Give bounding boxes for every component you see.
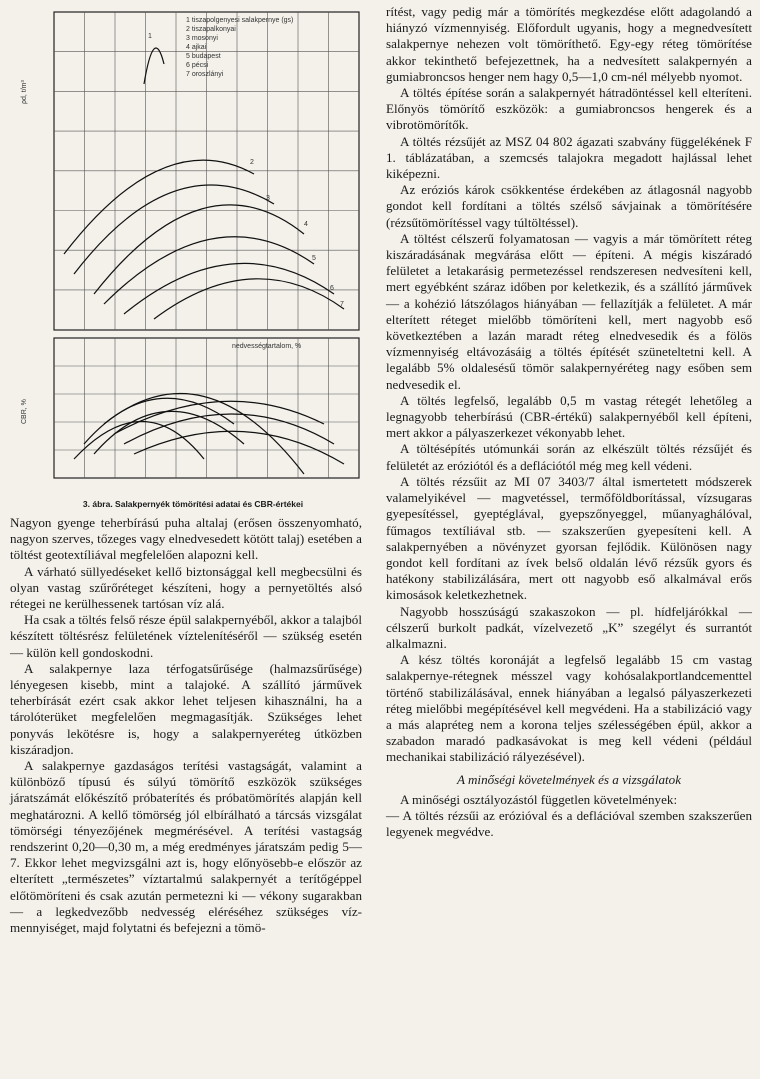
requirement-item: — A töltés rézsűi az erózióval és a deflációval szemben szakszerűen legyenek megvédve. [386, 807, 752, 840]
paragraph: A várható süllyedéseket kellő biztonsággal kell megbecsülni és olyan vastag szűrőréteget készíteni, hogy a pernyetöltés alsó rétegei ne kerülhessenek tartósan víz alá. [10, 563, 362, 612]
upper-curve-6 [124, 263, 334, 314]
curve-number-4: 4 [304, 221, 308, 228]
curve-number-3: 3 [266, 195, 270, 202]
curve-number-1: 1 [148, 33, 152, 40]
right-column [386, 4, 752, 840]
paragraph: rítést, vagy pedig már a tömörítés megkezdése előtt adagolandó a hiányzó vízmennyiség. Előfordult ugyanis, hogy a megnedvesített salakpernye nehezen volt tömöríthető. Egy-egy réteg tömörítése akkor tekinthető befejezettnek, ha a nedvesített salakpernyén a gumiabroncsos henger nem hagy 0,5—1,0 cm-nél mélyebb nyomot. [386, 4, 752, 84]
paragraph: A salakpernye laza térfogatsűrűsége (halmazsűrűsége) lényegesen kisebb, mint a talajoké. A szállító járművek teherbírását ezért csak akkor lehet teljesen kihasználni, ha a tárolóterüket megfelelően megmagasítják. Szükséges lehet ponyvás lekötésre is, hogy a salakpernyeréteg útközben kiszáradjon. [10, 660, 362, 757]
legend-item-1: 1 tiszapolgenyesi salakpernye (gs) [186, 17, 294, 24]
legend-item-3: 3 mosonyi [186, 35, 218, 42]
upper-curve-7 [154, 279, 344, 319]
legend-item-6: 6 pécsi [186, 62, 209, 69]
curve-number-2: 2 [250, 159, 254, 166]
curve-number-7: 7 [340, 301, 344, 308]
legend-item-5: 5 budapest [186, 53, 221, 60]
lower-curve-7 [134, 431, 344, 464]
paragraph: A töltésépítés utómunkái során az elkészült töltés rézsűjét és felületét az eróziótól és a deflációtól még meg kell védeni. [386, 441, 752, 473]
paragraph: A minőségi osztályozástól független követelmények: [400, 791, 678, 807]
upper-curve-2 [64, 160, 254, 254]
legend-item-4: 4 ajkai [186, 44, 207, 51]
curve-number-6: 6 [330, 285, 334, 292]
upper-ylabel: ρd, t/m³ [21, 80, 28, 104]
paragraph: A töltést célszerű folyamatosan — vagyis a már tömörített réteg kiszáradásának megvárása előtt — építeni. A mégis kiszáradó felületet a letakarásig permetezéssel rendszeresen nedvesíteni kell, mert egyébként száraz időben por keletkezik, és a szállító járművek — a kohézió látszólagos hiányában — fellazítják a felületet. A már elterített réteget mielőbb tömöríteni kell, mert nagyobb eső következtében a lazán maradt réteg elnedvesedik és a fölös vízmennyiség eltávozásáig a töltés építését szüneteltetni kell. A legalább 5% oldalesésű tömör salakpernyéréteg nagy esőben sem nedvesedik el. [386, 230, 752, 392]
section-heading: A minőségi követelmények és a vizsgálatok [456, 771, 682, 787]
upper-curve-3 [74, 185, 274, 274]
figure-tomorites-cbr [4, 4, 376, 512]
paragraph: Nagyon gyenge teherbírású puha altalaj (erősen összenyomható, nagyon szerves, tőzeges vagy elnedvesedett kötött talaj) esetében a töltést geotextíliával megfelelően alapozni kell. [10, 515, 362, 563]
paragraph: A töltés építése során a salakpernyét hátradöntéssel kell elteríteni. Előnyös tömörítő eszközök: a gumiabroncsos hengerek és a vibrotömörítők. [386, 85, 752, 133]
lower-ylabel: CBR, % [21, 399, 28, 424]
paragraph: A töltés legfelső, legalább 0,5 m vastag rétegét lehetőleg a legnagyobb teherbírású (CBR-értékű) salakpernyéből kell építeni, mert akkor a pályaszerkezet vékonyabb lehet. [386, 392, 752, 441]
upper-curve-5 [104, 237, 314, 304]
paragraph: A töltés rézsűit az MI 07 3403/7 által ismertetett módszerek valamelyikével — magvetéssel, termőföldborítással, vízsugaras gyepesítéssel, gyeptéglával, gyepszőnyeggel, műanyaghálóval, fűmagos textíliával stb. — szakszerűen gyepesíteni kell. A salakpernyében a növényzet gyorsan fejlődik. Különösen nagy gondot kell fordítani az ívek belső oldalán lévő rézsűk gyors és hatékony stabilizálására, mert ott nagyobb eső alkalmával erős kimosások keletkezhetnek. [386, 473, 752, 603]
lower-curve-6 [124, 414, 334, 444]
legend-item-7: 7 oroszlányi [186, 71, 224, 78]
paragraph: A salakpernye gazdaságos terítési vastagságát, valamint a különböző típusú és súlyú tömörítő eszközök szükséges járatszámát előkészítő próbaterítés és próbatömörítés alapján kell meghatározni. A kellő tömörség jól elbírálható a tárcsás vizsgálat tömörségi tényezőjének megmérésével. A terítési vastagság rendszerint 0,20—0,30 m, a még eredményes járatszám pedig 5—7. Ekkor lehet megvizsgálni azt is, hogy előnyösebb-e először az elterített „természetes” víztartalmú salakpernyét a terítőgéppel előtömöríteni és csak azután permetezni ki — vékony sugarakban — a legkedvezőbb nedvesség eléréséhez szükséges víz-mennyiséget, majd folytatni és befejezni a tömö- [10, 758, 362, 936]
left-column [10, 515, 362, 936]
figure-chart [4, 4, 376, 512]
paragraph: Ha csak a töltés felső része épül salakpernyéből, akkor a talajból készített töltésrész felületének víztelenítéséről — szükség esetén — külön kell gondoskodni. [10, 612, 362, 660]
upper-curve-1 [144, 48, 164, 84]
lower-curve-3 [74, 422, 204, 460]
xlabel: nedvességtartalom, % [232, 343, 302, 350]
upper-curve-4 [94, 205, 304, 294]
curve-number-5: 5 [312, 255, 316, 262]
paragraph: A kész töltés koronáját a legfelső legalább 15 cm vastag salakpernye-rétegnek mésszel vagy kohósalakportlandcementtel történő stabilizálásával, ennek hiányában a legalsó pályaszerkezeti réteg mielőbbi megépítésével kell megvédeni. Ha a stabilizáció vagy a más alapréteg nem a korona teljes szélességében épül, akkor a szabadon maradó padkasávokat is meg kell védeni (például mechanikai stabilizáció rályezésével). [386, 652, 752, 765]
paragraph: A töltés rézsűjét az MSZ 04 802 ágazati szabvány függelékének F 1. táblázatában, a szemcsés talajokra megadott hajlással lehet kiképezni. [386, 133, 752, 182]
paragraph: Az eróziós károk csökkentése érdekében az átlagosnál nagyobb gondot kell fordítani a töltés szélső sávjainak a tömörítésére (rézsűtömörítéssel vagy túltöltéssel). [386, 182, 752, 230]
legend-item-2: 2 tiszapalkonyai [186, 26, 236, 33]
figure-caption: 3. ábra. Salakpernyék tömörítési adatai és CBR-értékei [82, 499, 304, 509]
paragraph: Nagyobb hosszúságú szakaszokon — pl. hídfeljárókkal — célszerű burkolt padkát, vízelvezető „K” szegélyt és surrantót alkalmazni. [386, 603, 752, 651]
